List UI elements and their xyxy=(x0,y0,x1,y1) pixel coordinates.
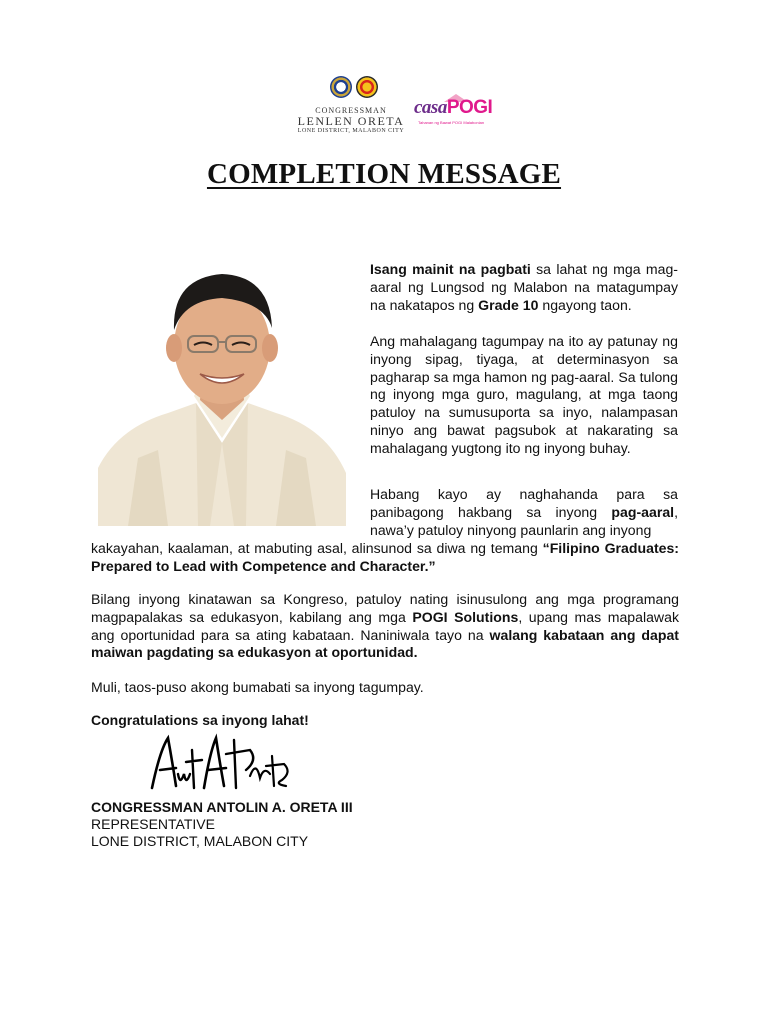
grade-bold: Grade 10 xyxy=(478,296,539,313)
signatory-name: CONGRESSMAN ANTOLIN A. ORETA III xyxy=(91,799,353,815)
page-title: COMPLETION MESSAGE xyxy=(206,158,562,190)
congressman-portrait xyxy=(98,268,346,526)
signatory-district: LONE DISTRICT, MALABON CITY xyxy=(91,833,309,849)
pogi-solutions-bold: POGI Solutions xyxy=(412,608,519,625)
header-logos xyxy=(0,74,768,134)
preparation-text-mid: , nawa’y patuloy ninyong paunlarin ang inyong xyxy=(370,503,678,538)
casa-pogi-logo xyxy=(414,94,514,128)
casa-tagline: Tahanan ng Bawat POGI Malabonian xyxy=(418,120,485,125)
house-of-representatives-seal-icon xyxy=(330,76,352,98)
paragraph-preparation-end xyxy=(91,540,679,576)
congratulations-line: Congratulations sa inyong lahat! xyxy=(91,712,309,728)
congressman-logo xyxy=(290,106,412,135)
preparation-text-end: kakayahan, kaalaman, at mabuting asal, alinsunod sa diwa ng temang xyxy=(91,540,543,556)
paragraph-preparation-start xyxy=(370,486,678,539)
preparation-text: Habang kayo ay naghahanda para sa panibagong hakbang sa inyong xyxy=(370,486,678,520)
programs-text-mid: , upang mas mapalawak ang oportunidad para sa ating kabataan. Naniniwala tayo na xyxy=(91,608,679,643)
congressman-district-label: LONE DISTRICT, MALABON CITY xyxy=(297,128,405,134)
greeting-bold: Isang mainit na pagbati xyxy=(370,261,531,277)
congressman-name-label: LENLEN ORETA xyxy=(297,114,405,128)
walang-kabataan-bold: walang kabataan ang dapat maiwan pagdating sa edukasyon at oportunidad. xyxy=(91,626,679,661)
theme-bold: “Filipino Graduates: Prepared to Lead with Competence and Character.” xyxy=(91,540,680,574)
paragraph-programs xyxy=(91,591,679,662)
handwritten-signature xyxy=(146,730,306,800)
pogi-word: POGI xyxy=(446,97,493,118)
signatory-title: REPRESENTATIVE xyxy=(91,816,215,832)
programs-text: Bilang inyong kinatawan sa Kongreso, patuloy nating isinusulong ang mga programang magpapalakas sa edukasyon, kabilang ang mga xyxy=(91,591,679,625)
portrait-illustration xyxy=(98,268,346,526)
paragraph-closing: Muli, taos-puso akong bumabati sa inyong tagumpay. xyxy=(91,679,424,695)
paragraph-greeting xyxy=(370,261,678,314)
casa-word: casa xyxy=(414,97,447,118)
malabon-city-seal-icon xyxy=(356,76,378,98)
congressman-small-label: CONGRESSMAN xyxy=(315,106,387,115)
paragraph-achievement: Ang mahalagang tagumpay na ito ay patunay ng inyong sipag, tiyaga, at determinasyon sa pagharap sa mga hamon ng pag-aaral. Sa tulong ng inyong mga guro, magulang, at mga taong patuloy na sumusuporta sa inyo, nalampasan ninyo ang bawat pagsubok at nakarating sa mahalagang yugtong ito ng inyong buhay. xyxy=(370,333,678,456)
greeting-text-end: ngayong taon. xyxy=(538,296,632,313)
pag-aaral-bold: pag-aaral xyxy=(611,503,675,520)
greeting-text: sa lahat ng mga mag-aaral ng Lungsod ng Malabon na matagumpay na nakatapos ng xyxy=(370,261,679,313)
